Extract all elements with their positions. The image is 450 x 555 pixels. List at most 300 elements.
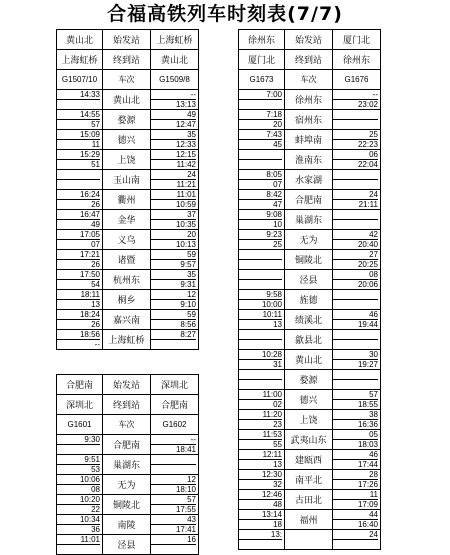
right-time-cell <box>333 490 381 510</box>
depart-time: 26 <box>91 200 100 209</box>
table-row <box>57 250 199 270</box>
station-name: 嘉兴南 <box>103 310 151 330</box>
table-row <box>239 390 381 410</box>
depart-time <box>333 300 378 309</box>
left-time-cell <box>239 290 285 310</box>
right-time-cell <box>333 430 381 450</box>
left-time-cell <box>57 250 103 270</box>
depart-time <box>239 540 282 549</box>
station-name: 婺源 <box>103 110 151 130</box>
left-time-cell <box>239 350 285 370</box>
table-row <box>57 495 199 515</box>
header-cell: 黄山北 <box>151 50 199 70</box>
table-row <box>57 90 199 110</box>
station-name: 上海虹桥 <box>103 330 151 350</box>
depart-time <box>151 465 196 474</box>
depart-time: 13 <box>91 300 100 309</box>
arrive-time: 11 <box>333 490 378 500</box>
arrive-time: 35 <box>151 130 196 140</box>
left-time-cell <box>57 330 103 350</box>
depart-time: 17:41 <box>175 525 196 534</box>
arrive-time: 16:47 <box>57 210 100 220</box>
depart-time: 10:35 <box>175 220 196 229</box>
left-time-cell <box>239 130 285 150</box>
station-name: 宿州东 <box>285 110 333 130</box>
depart-time: 20:25 <box>357 260 378 269</box>
depart-time: 11 <box>91 140 100 149</box>
left-time-cell <box>239 170 285 190</box>
header-row <box>57 50 199 70</box>
arrive-time: 10:11 <box>239 310 282 320</box>
depart-time: 18:03 <box>357 440 378 449</box>
table-row <box>57 170 199 190</box>
depart-time: 48 <box>273 500 282 509</box>
right-time-cell <box>333 450 381 470</box>
left-time-cell <box>57 150 103 170</box>
right-time-cell <box>333 190 381 210</box>
table-row <box>239 230 381 250</box>
arrive-time: 08 <box>333 270 378 280</box>
depart-time: 51 <box>91 160 100 169</box>
table-row <box>239 470 381 490</box>
depart-time <box>239 260 282 269</box>
left-time-cell <box>239 230 285 250</box>
right-time-cell <box>151 170 199 190</box>
depart-time: 9:57 <box>180 260 196 269</box>
arrive-time <box>239 330 282 340</box>
depart-time: 17:26 <box>357 480 378 489</box>
arrive-time: 8:27 <box>151 330 196 340</box>
station-name: 福州 <box>285 510 333 530</box>
table-row <box>239 370 381 390</box>
arrive-time <box>333 290 378 300</box>
arrive-time: 10:28 <box>239 350 282 360</box>
arrive-time: 42 <box>333 230 378 240</box>
arrive-time: 20 <box>151 230 196 240</box>
table-row <box>239 410 381 430</box>
table-row <box>57 310 199 330</box>
depart-time: 26 <box>91 320 100 329</box>
right-time-cell <box>151 435 199 455</box>
arrive-time <box>333 330 378 340</box>
right-time-cell <box>151 90 199 110</box>
arrive-time: 11:20 <box>239 410 282 420</box>
table-row <box>239 530 381 550</box>
arrive-time: 24 <box>333 190 378 200</box>
left-time-cell <box>239 390 285 410</box>
depart-time: 18:55 <box>357 400 378 409</box>
arrive-time: 15:09 <box>57 130 100 140</box>
right-time-cell <box>333 370 381 390</box>
arrive-time: 12 <box>151 290 196 300</box>
right-time-cell <box>333 530 381 550</box>
left-time-cell <box>57 455 103 475</box>
depart-time: 19:27 <box>357 360 378 369</box>
table-row <box>239 350 381 370</box>
station-name: 无为 <box>285 230 333 250</box>
left-time-cell <box>57 210 103 230</box>
arrive-time: 18:11 <box>57 290 100 300</box>
depart-time <box>333 120 378 129</box>
left-time-cell <box>57 435 103 455</box>
station-name: 泾县 <box>285 270 333 290</box>
arrive-time <box>333 170 378 180</box>
station-name: 无为 <box>103 475 151 495</box>
arrive-time: 9:51 <box>57 455 100 465</box>
table-row <box>57 290 199 310</box>
header-cell: 徐州东 <box>239 30 285 50</box>
depart-time: 08 <box>91 485 100 494</box>
left-time-cell <box>239 250 285 270</box>
depart-time: 12:47 <box>175 120 196 129</box>
depart-time <box>239 340 282 349</box>
header-cell: G1601 <box>57 415 103 435</box>
right-time-cell <box>151 495 199 515</box>
right-time-cell <box>151 130 199 150</box>
arrive-time: 12 <box>151 475 196 485</box>
depart-time: 17:09 <box>357 500 378 509</box>
header-row <box>57 70 199 90</box>
depart-time: 21:11 <box>358 200 378 209</box>
right-time-cell <box>151 250 199 270</box>
arrive-time: 8:05 <box>239 170 282 180</box>
depart-time: 22 <box>91 505 100 514</box>
right-time-cell <box>333 350 381 370</box>
station-name <box>285 530 333 550</box>
arrive-time <box>239 250 282 260</box>
arrive-time: -- <box>333 90 378 100</box>
left-time-cell <box>239 410 285 430</box>
table-row <box>57 130 199 150</box>
table-row <box>239 290 381 310</box>
station-name: 淮南东 <box>285 150 333 170</box>
table-row <box>239 450 381 470</box>
arrive-time: 59 <box>151 310 196 320</box>
table-row <box>57 455 199 475</box>
table-row <box>57 270 199 290</box>
header-cell: G1676 <box>333 70 381 90</box>
arrive-time: 59 <box>151 250 196 260</box>
arrive-time: 10:20 <box>57 495 100 505</box>
station-name: 蚌埠南 <box>285 130 333 150</box>
depart-time <box>333 540 378 549</box>
arrive-time: 43 <box>151 515 196 525</box>
header-cell: 厦门北 <box>239 50 285 70</box>
right-time-cell <box>333 250 381 270</box>
right-time-cell <box>151 310 199 330</box>
header-row <box>57 415 199 435</box>
table-row <box>239 430 381 450</box>
depart-time: 54 <box>91 280 100 289</box>
depart-time <box>57 545 100 554</box>
arrive-time: 25 <box>333 130 378 140</box>
left-time-cell <box>57 535 103 555</box>
depart-time: 26 <box>91 260 100 269</box>
right-time-cell <box>151 515 199 535</box>
arrive-time: 12:46 <box>239 490 282 500</box>
depart-time: 20 <box>273 120 282 129</box>
depart-time <box>333 180 378 189</box>
right-time-cell <box>333 330 381 350</box>
depart-time: 18 <box>273 520 282 529</box>
header-cell: 终到站 <box>285 50 333 70</box>
depart-time: 45 <box>273 140 282 149</box>
header-cell: G1509/8 <box>151 70 199 90</box>
depart-time: 9:10 <box>180 300 196 309</box>
arrive-time <box>151 455 196 465</box>
right-time-cell <box>151 150 199 170</box>
table-row <box>57 435 199 455</box>
right-time-cell <box>333 150 381 170</box>
arrive-time: 10:34 <box>57 515 100 525</box>
arrive-time: 11:01 <box>57 535 100 545</box>
depart-time: 32 <box>273 480 282 489</box>
arrive-time: 46 <box>333 310 378 320</box>
station-name: 上饶 <box>103 150 151 170</box>
header-row <box>239 30 381 50</box>
header-cell: 深圳北 <box>57 395 103 415</box>
table-row <box>57 190 199 210</box>
depart-time: 11:21 <box>176 180 196 189</box>
depart-time <box>333 340 378 349</box>
header-cell: 上海虹桥 <box>151 30 199 50</box>
arrive-time: 11:53 <box>239 430 282 440</box>
station-name: 衢州 <box>103 190 151 210</box>
depart-time: 22:04 <box>357 160 378 169</box>
station-name: 徐州东 <box>285 90 333 110</box>
table-row <box>239 330 381 350</box>
timetable-hefu-g1507 <box>56 29 199 350</box>
table-row <box>57 150 199 170</box>
arrive-time <box>57 170 100 180</box>
arrive-time: 24 <box>333 530 378 540</box>
right-time-cell <box>151 475 199 495</box>
table-row <box>239 490 381 510</box>
left-time-cell <box>239 510 285 530</box>
arrive-time: 44 <box>333 510 378 520</box>
table-row <box>57 515 199 535</box>
left-time-cell <box>239 490 285 510</box>
table-row <box>239 190 381 210</box>
header-cell: 终到站 <box>103 395 151 415</box>
arrive-time: 35 <box>151 270 196 280</box>
right-time-cell <box>151 210 199 230</box>
station-name: 古田北 <box>285 490 333 510</box>
arrive-time <box>333 210 378 220</box>
arrive-time <box>333 110 378 120</box>
depart-time: 10:59 <box>175 200 196 209</box>
table-row <box>57 210 199 230</box>
header-cell: 终到站 <box>103 50 151 70</box>
page-title: 合福高铁列车时刻表(7/7) <box>107 3 343 25</box>
station-name: 南平北 <box>285 470 333 490</box>
arrive-time: 57 <box>333 390 378 400</box>
right-time-cell <box>333 170 381 190</box>
table-row <box>57 475 199 495</box>
arrive-time: 18:24 <box>57 310 100 320</box>
arrive-time: 14:55 <box>57 110 100 120</box>
depart-time <box>239 100 282 109</box>
right-time-cell <box>333 310 381 330</box>
left-time-cell <box>239 370 285 390</box>
left-time-cell <box>57 270 103 290</box>
depart-time: 11:42 <box>176 160 196 169</box>
right-time-cell <box>333 110 381 130</box>
arrive-time: 57 <box>151 495 196 505</box>
arrive-time: -- <box>151 90 196 100</box>
arrive-time: 13: <box>239 530 282 540</box>
depart-time: 16:40 <box>357 520 378 529</box>
depart-time: 16:36 <box>357 420 378 429</box>
depart-time: 22:23 <box>357 140 378 149</box>
depart-time: 18:10 <box>175 485 196 494</box>
station-name: 合肥南 <box>285 190 333 210</box>
depart-time <box>57 100 100 109</box>
table-row <box>239 250 381 270</box>
arrive-time: 12:11 <box>239 450 282 460</box>
station-name: 德兴 <box>285 390 333 410</box>
arrive-time <box>239 370 282 380</box>
depart-time <box>333 220 378 229</box>
right-time-cell <box>333 390 381 410</box>
left-time-cell <box>57 290 103 310</box>
table-row <box>57 330 199 350</box>
right-time-cell <box>333 90 381 110</box>
arrive-time: 9:30 <box>57 435 100 445</box>
station-name: 合肥南 <box>103 435 151 455</box>
depart-time: 49 <box>91 220 100 229</box>
right-time-cell <box>333 130 381 150</box>
left-time-cell <box>239 150 285 170</box>
header-cell: 车次 <box>103 415 151 435</box>
header-cell: 始发站 <box>103 30 151 50</box>
table-row <box>57 230 199 250</box>
depart-time: 57 <box>91 120 100 129</box>
arrive-time: 13:14 <box>239 510 282 520</box>
arrive-time: 15:29 <box>57 150 100 160</box>
depart-time: 31 <box>273 360 282 369</box>
right-time-cell <box>333 270 381 290</box>
header-cell: 合肥南 <box>151 395 199 415</box>
depart-time: 10 <box>273 220 282 229</box>
right-time-cell <box>333 510 381 530</box>
table-row <box>57 535 199 555</box>
header-cell: 黄山北 <box>57 30 103 50</box>
table-row <box>239 150 381 170</box>
depart-time <box>151 545 196 554</box>
depart-time: 8:56 <box>180 320 196 329</box>
arrive-time: 37 <box>151 210 196 220</box>
station-name: 黄山北 <box>285 350 333 370</box>
left-time-cell <box>57 475 103 495</box>
left-time-cell <box>57 110 103 130</box>
left-time-cell <box>57 90 103 110</box>
left-time-cell <box>57 170 103 190</box>
arrive-time: 24 <box>151 170 196 180</box>
depart-time: 20:06 <box>357 280 378 289</box>
arrive-time <box>239 150 282 160</box>
station-name: 诸暨 <box>103 250 151 270</box>
arrive-time: 14:33 <box>57 90 100 100</box>
header-row <box>239 70 381 90</box>
arrive-time <box>239 270 282 280</box>
station-name: 金华 <box>103 210 151 230</box>
depart-time: 20:40 <box>357 240 378 249</box>
timetable-xuzhou-xiamen-g1673 <box>238 29 381 550</box>
depart-time: 02 <box>273 400 282 409</box>
right-time-cell <box>333 210 381 230</box>
table-row <box>239 110 381 130</box>
table-row <box>239 310 381 330</box>
header-cell: 徐州东 <box>333 50 381 70</box>
station-name: 泾县 <box>103 535 151 555</box>
depart-time: 12:33 <box>175 140 196 149</box>
table-row <box>239 170 381 190</box>
depart-time: 53 <box>91 465 100 474</box>
station-name: 巢湖东 <box>103 455 151 475</box>
arrive-time: 17:21 <box>57 250 100 260</box>
depart-time: 55 <box>273 440 282 449</box>
header-cell: 车次 <box>103 70 151 90</box>
depart-time: 17:55 <box>175 505 196 514</box>
depart-time: 25 <box>273 240 282 249</box>
table-row <box>239 130 381 150</box>
left-time-cell <box>239 530 285 550</box>
left-time-cell <box>57 310 103 330</box>
arrive-time: 8:42 <box>239 190 282 200</box>
depart-time: 10:00 <box>261 300 282 309</box>
header-cell: 上海虹桥 <box>57 50 103 70</box>
station-name: 义乌 <box>103 230 151 250</box>
left-time-cell <box>239 450 285 470</box>
arrive-time: 06 <box>333 150 378 160</box>
right-time-cell <box>151 190 199 210</box>
station-name: 玉山南 <box>103 170 151 190</box>
arrive-time: 05 <box>333 430 378 440</box>
station-name: 德兴 <box>103 130 151 150</box>
depart-time: 13 <box>273 460 282 469</box>
left-time-cell <box>239 270 285 290</box>
depart-time <box>57 180 100 189</box>
arrive-time: 38 <box>333 410 378 420</box>
left-time-cell <box>239 210 285 230</box>
station-name: 铜陵北 <box>103 495 151 515</box>
depart-time: 23 <box>273 420 282 429</box>
timetable-hefei-shenzhen-g1601 <box>56 374 199 555</box>
station-name: 桐乡 <box>103 290 151 310</box>
header-cell: G1673 <box>239 70 285 90</box>
arrive-time: 9:23 <box>239 230 282 240</box>
arrive-time: 16:24 <box>57 190 100 200</box>
arrive-time: 27 <box>333 250 378 260</box>
header-row <box>239 50 381 70</box>
station-name: 建瓯西 <box>285 450 333 470</box>
depart-time: 18:41 <box>175 445 196 454</box>
header-cell: 深圳北 <box>151 375 199 395</box>
header-cell: 厦门北 <box>333 30 381 50</box>
arrive-time: 9:58 <box>239 290 282 300</box>
station-name: 水家湖 <box>285 170 333 190</box>
depart-time: 17:44 <box>357 460 378 469</box>
header-row <box>57 395 199 415</box>
arrive-time: 17:05 <box>57 230 100 240</box>
depart-time: 13 <box>273 320 282 329</box>
left-time-cell <box>239 90 285 110</box>
depart-time: 36 <box>91 525 100 534</box>
header-cell: G1602 <box>151 415 199 435</box>
arrive-time: 9:08 <box>239 210 282 220</box>
arrive-time: 7:00 <box>239 90 282 100</box>
